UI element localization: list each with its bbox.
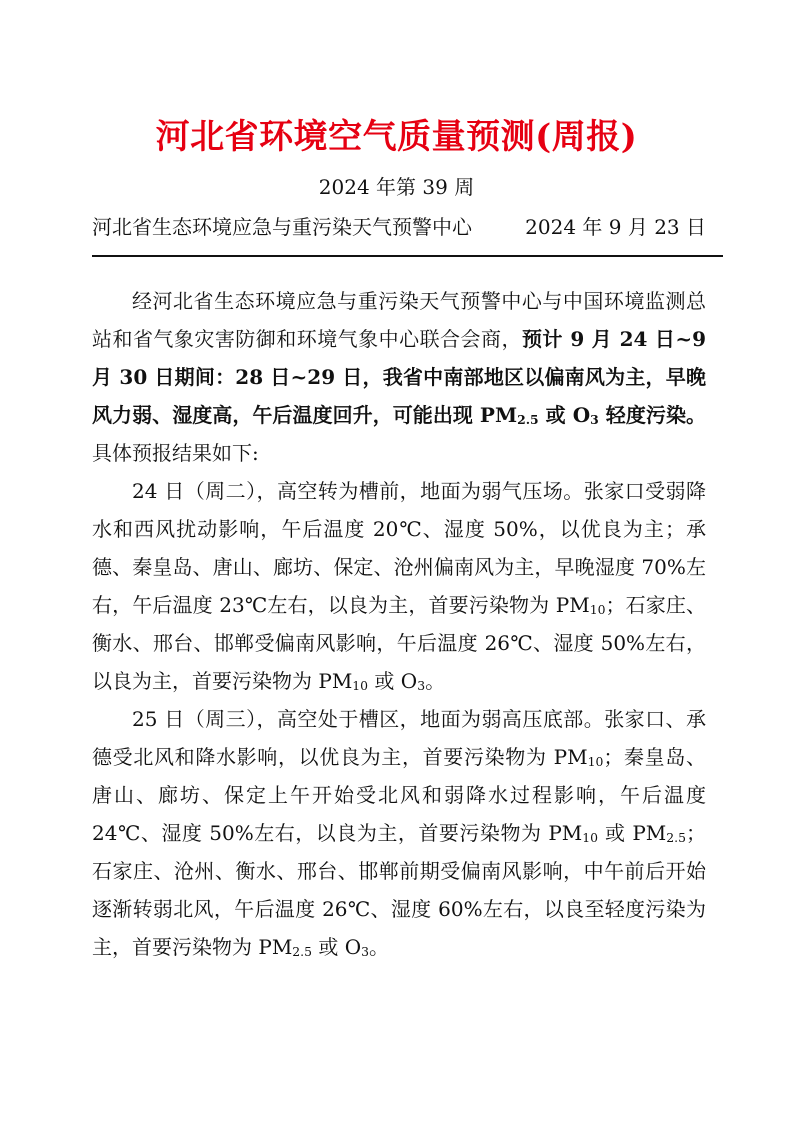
issue-number: 2024 年第 39 周 [318, 175, 475, 199]
issuer-line [92, 212, 706, 242]
day-24-paragraph [92, 472, 706, 700]
day-24-text: 24 日（周二），高空转为槽前，地面为弱气压场。张家口受弱降水和西风扰动影响，午后温度 20℃、湿度 50%，以优良为主；承德、秦皇岛、唐山、廊坊、保定、沧州偏南风为主，早晚湿度 70%左右，午后温度 23℃左右，以良为主，首要污染物为 PM [92, 479, 706, 617]
issuer-org: 河北省生态环境应急与重污染天气预警中心 [92, 215, 472, 239]
intro-bold-text: 预计 9 月 24 日~9 月 30 日期间：28 日~29 日，我省中南部地区以偏南风为主，早晚风力弱、湿度高，午后温度回升，可能出现 PM [92, 327, 706, 427]
day-25-paragraph [92, 700, 706, 966]
day-25-text: 。 [369, 935, 390, 959]
day-24-text: 。 [425, 669, 446, 693]
intro-paragraph [92, 282, 706, 472]
intro-bold-text: 或 O [538, 403, 591, 427]
pm25-subscript: 2.5 [666, 829, 686, 845]
o3-subscript: 3 [361, 943, 370, 959]
intro-tail: 具体预报结果如下: [92, 441, 259, 465]
intro-bold-text: 轻度污染。 [598, 403, 706, 427]
pm10-subscript: 10 [587, 753, 604, 769]
day-25-text: 25 日（周三），高空处于槽区，地面为弱高压底部。张家口、承德受北风和降水影响，以优良为主，首要污染物为 PM [92, 707, 706, 769]
o3-subscript: 3 [417, 677, 426, 693]
page-title: 河北省环境空气质量预测(周报) [155, 117, 638, 157]
pm25-subscript: 2.5 [292, 943, 313, 959]
o3-subscript: 3 [590, 411, 599, 427]
pm10-subscript: 10 [582, 829, 599, 845]
issue-date: 2024 年 9 月 23 日 [525, 215, 706, 239]
day-25-text: ；石家庄、沧州、衡水、邢台、邯郸前期受偏南风影响，中午前后开始逐渐转弱北风，午后温度 26℃、湿度 60%左右，以良至轻度污染为主，首要污染物为 PM [92, 821, 706, 959]
pm10-subscript: 10 [352, 677, 369, 693]
pm25-subscript: 2.5 [517, 411, 539, 427]
header-divider [92, 255, 723, 257]
day-24-text: ；石家庄、衡水、邢台、邯郸受偏南风影响，午后温度 26℃、湿度 50%左右，以良为主，首要污染物为 PM [92, 593, 707, 693]
intro-lead: 经河北省生态环境应急与重污染天气预警中心与中国环境监测总站和省气象灾害防御和环境气象中心联合会商， [92, 289, 706, 351]
report-body [92, 282, 706, 966]
day-25-text: 或 PM [598, 821, 667, 845]
pm10-subscript: 10 [589, 601, 606, 617]
day-25-text: ；秦皇岛、唐山、廊坊、保定上午开始受北风和弱降水过程影响，午后温度 24℃、湿度 50%左右，以良为主，首要污染物为 PM [92, 745, 706, 845]
day-24-text: 或 O [368, 669, 418, 693]
day-25-text: 或 O [312, 935, 362, 959]
